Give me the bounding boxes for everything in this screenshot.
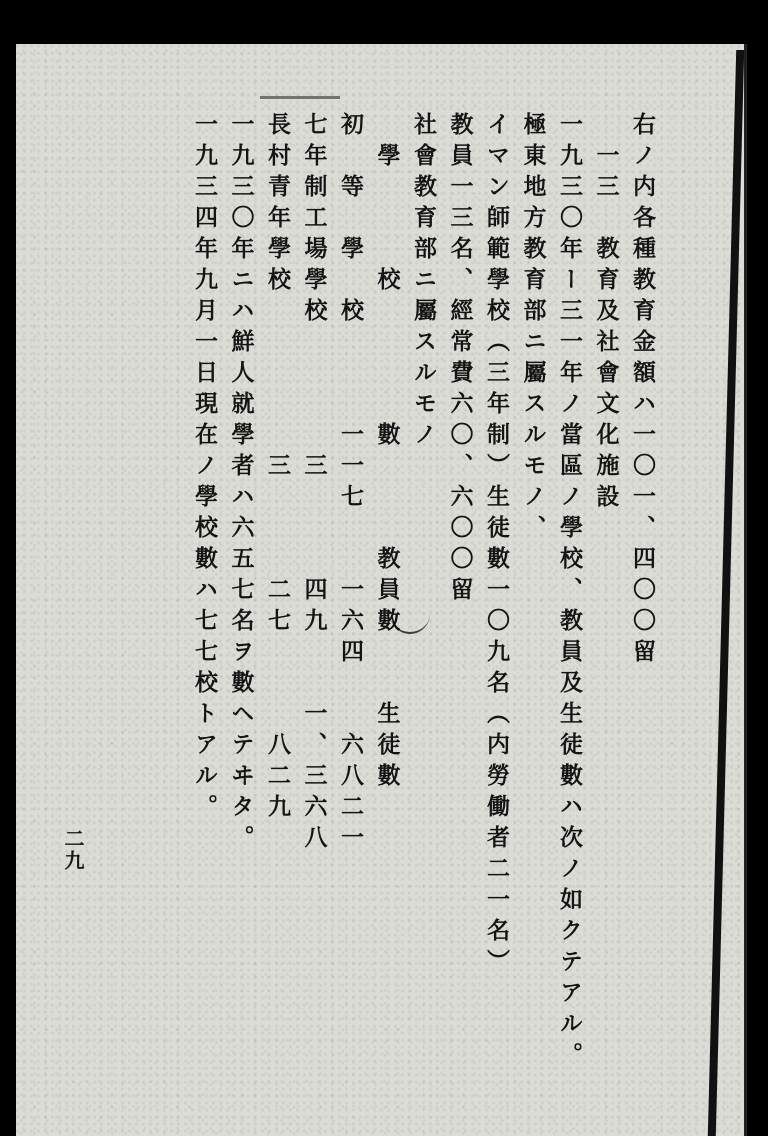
- text-line-13: 一九三四年九月一日現在ノ學校數ハ七七校トアル。: [191, 112, 218, 825]
- text-line-5: イマン師範學校（三年制）生徒數一〇九名（内勞働者二一名）: [483, 112, 510, 980]
- table-row-1: 初 等 學 校 一一七 一六四 六八二一: [337, 112, 364, 856]
- text-line-4: 極東地方教育部ニ屬スルモノ、: [519, 112, 547, 546]
- scan-artifact-line: [260, 96, 340, 99]
- text-line-1: 右ノ内各種教育金額ハ一〇一、四〇〇留: [629, 112, 656, 670]
- text-line-7: 社會教育部ニ屬スルモノ: [410, 112, 437, 453]
- table-row-3: 長村青年學校 三 二七 八二九: [264, 112, 291, 825]
- text-line-3: 一九三〇年ー三一年ノ當區ノ學校、教員及生徒數ハ次ノ如クテアル。: [556, 112, 583, 1073]
- text-line-12: 一九三〇年ニハ鮮人就學者ハ六五七名ヲ數ヘテヰタ。: [227, 112, 255, 856]
- page-edge-line: [744, 44, 747, 1136]
- text-line-6: 教員一三名、經常費六〇、六〇〇留: [446, 112, 474, 608]
- text-line-2: 一三 教育及社會文化施設: [592, 112, 620, 515]
- table-row-2: 七年制工場學校 三 四九 一、三六八: [300, 112, 328, 856]
- table-header-line: 學 校 數 教員數 生徒數: [373, 112, 401, 794]
- page-number: 二九: [61, 828, 85, 872]
- vertical-text-block: [100, 112, 660, 1073]
